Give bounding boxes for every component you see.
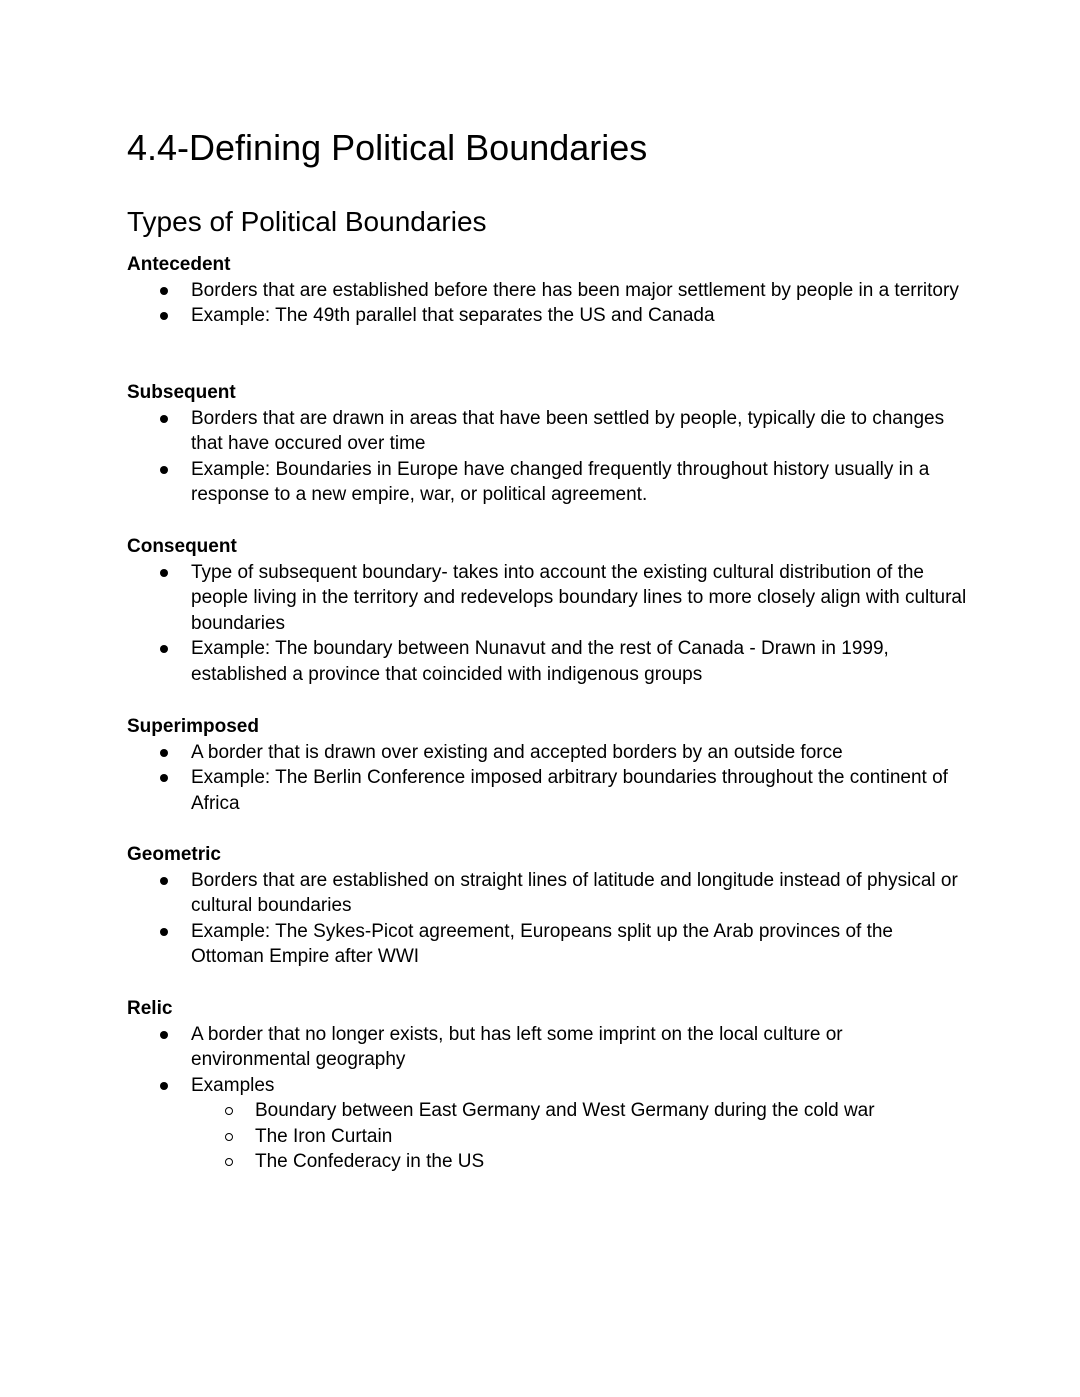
bullet-text: Type of subsequent boundary- takes into account the existing cultural distribution of the people living in the territory and redevelops boundary lines to more closely align with cultural boundaries	[191, 561, 967, 634]
bullet-text: A border that no longer exists, but has left some imprint on the local culture or environmental geography	[191, 1023, 843, 1070]
sub-bullet-list	[191, 1098, 967, 1175]
bullet-list	[127, 560, 967, 688]
sub-list-item	[191, 1098, 967, 1124]
hollow-bullet-icon	[225, 1133, 233, 1141]
bullet-text: Example: Boundaries in Europe have changed frequently throughout history usually in a response to a new empire, war, or political agreement.	[191, 458, 930, 505]
list-item	[127, 1022, 967, 1073]
bullet-icon	[160, 312, 168, 320]
sub-list-wrapper	[127, 1098, 967, 1175]
bullet-list	[127, 740, 967, 817]
bullet-list	[127, 868, 967, 970]
bullet-text: Example: The Sykes-Picot agreement, Europeans split up the Arab provinces of the Ottoman Empire after WWI	[191, 920, 893, 967]
list-item	[127, 868, 967, 919]
section-consequent	[127, 534, 967, 687]
list-item	[127, 919, 967, 970]
section-heading: Consequent	[127, 536, 237, 557]
section-heading: Antecedent	[127, 254, 231, 275]
bullet-text: Example: The 49th parallel that separates the US and Canada	[191, 305, 715, 326]
list-item	[127, 765, 967, 816]
list-item	[127, 457, 967, 508]
bullet-text: A border that is drawn over existing and accepted borders by an outside force	[191, 741, 843, 763]
list-item	[127, 740, 967, 766]
section-superimposed	[127, 714, 967, 816]
list-item	[127, 303, 967, 329]
bullet-list	[127, 278, 967, 329]
bullet-icon	[160, 415, 168, 423]
section-heading: Geometric	[127, 844, 221, 865]
page-title: 4.4-Defining Political Boundaries	[127, 127, 648, 168]
bullet-icon	[160, 466, 168, 474]
list-item	[127, 1073, 967, 1099]
section-subsequent	[127, 380, 967, 508]
bullet-text: Borders that are drawn in areas that have been settled by people, typically die to changes that have occured over time	[191, 407, 945, 454]
page-subtitle: Types of Political Boundaries	[127, 206, 487, 237]
bullet-text: Example: The boundary between Nunavut and the rest of Canada - Drawn in 1999, established a province that coincided with indigenous groups	[191, 638, 889, 685]
sub-bullet-text: Boundary between East Germany and West Germany during the cold war	[255, 1100, 875, 1121]
sub-list-item	[191, 1149, 967, 1175]
list-item	[127, 406, 967, 457]
sub-bullet-text: The Iron Curtain	[255, 1125, 393, 1147]
list-item	[127, 560, 967, 637]
bullet-icon	[160, 774, 168, 782]
hollow-bullet-icon	[225, 1107, 233, 1115]
section-heading: Relic	[127, 998, 173, 1019]
sub-list-item	[191, 1124, 967, 1150]
bullet-text: Borders that are established on straight lines of latitude and longitude instead of physical or cultural boundaries	[191, 869, 958, 916]
sub-bullet-text: The Confederacy in the US	[255, 1151, 485, 1172]
bullet-icon	[160, 749, 168, 757]
list-item	[127, 636, 967, 687]
bullet-text: Borders that are established before there has been major settlement by people in a territory	[191, 279, 959, 301]
bullet-icon	[160, 569, 168, 577]
section-geometric	[127, 842, 967, 970]
section-heading: Superimposed	[127, 716, 259, 737]
bullet-list	[127, 1022, 967, 1099]
section-antecedent	[127, 252, 967, 329]
hollow-bullet-icon	[225, 1158, 233, 1166]
bullet-icon	[160, 928, 168, 936]
bullet-icon	[160, 645, 168, 653]
bullet-icon	[160, 1082, 168, 1090]
section-heading: Subsequent	[127, 382, 236, 403]
list-item	[127, 278, 967, 304]
bullet-icon	[160, 877, 168, 885]
section-relic	[127, 996, 967, 1175]
bullet-text: Examples	[191, 1074, 275, 1096]
bullet-list	[127, 406, 967, 508]
bullet-icon	[160, 287, 168, 295]
bullet-text: Example: The Berlin Conference imposed arbitrary boundaries throughout the continent of Africa	[191, 767, 948, 814]
bullet-icon	[160, 1031, 168, 1039]
